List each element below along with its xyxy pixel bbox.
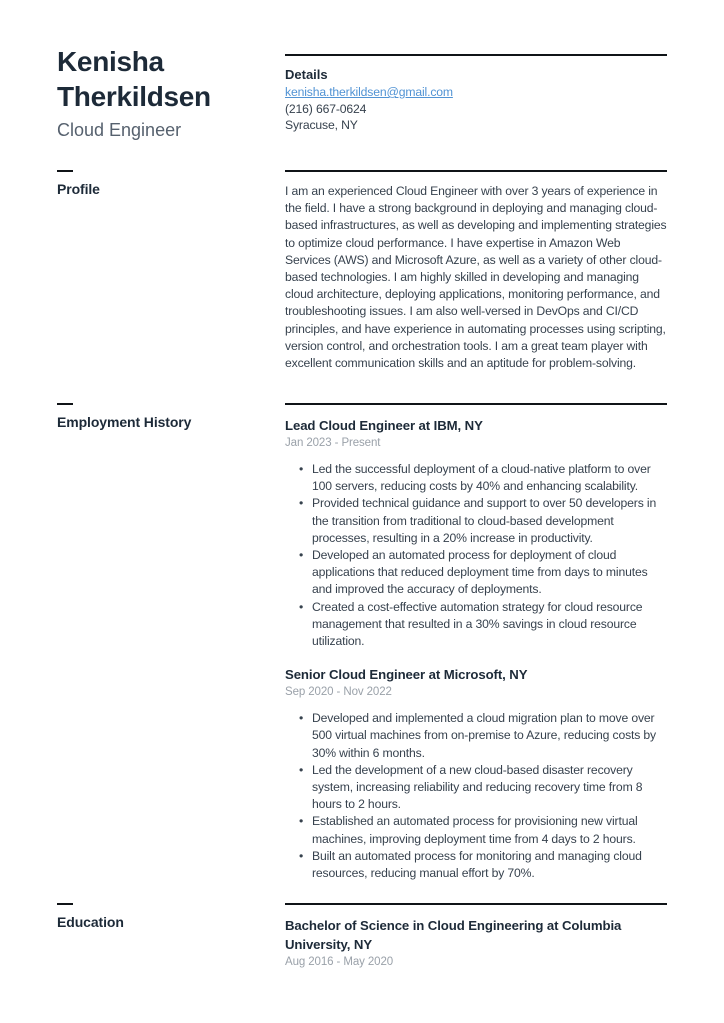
profile-text: I am an experienced Cloud Engineer with over 3 years of experience in the field. I have a strong background in deploying and managing cloud-based infrastructures, as well as developing and implementing strategies to optimize cloud performance. I have expertise in Amazon Web Services (AWS) and Microsoft Azure, as well as a variety of other cloud-based technologies. I am highly skilled in developing and managing cloud architecture, deploying applications, monitoring performance, and troubleshooting issues. I am also well-versed in DevOps and CI/CD principles, and have experience in automating processes using scripting, version control, and orchestration tools. I am a great team player with excellent communication skills and an aptitude for problem-solving. [285, 184, 667, 371]
header-identity [57, 40, 270, 142]
bullet-item: • Led the development of a new cloud-based disaster recovery system, increasing reliability and reducing recovery time from 8 hours to 2 hours. [285, 762, 667, 814]
education-dash [57, 903, 73, 905]
employment-label-block [57, 403, 270, 430]
employment-section [285, 403, 667, 882]
bullet-item: • Led the successful deployment of a cloud-native platform to over 100 servers, reducing costs by 40% and enhancing scalability. [285, 461, 667, 495]
education-section [285, 903, 667, 970]
job-entry [285, 416, 667, 650]
degree-title: Bachelor of Science in Cloud Engineering at Columbia University, NY [285, 918, 622, 952]
profile-label: Profile [57, 181, 100, 197]
bullet-item: • Provided technical guidance and support to over 50 developers in the transition from traditional to cloud-based development processes, resulting in a 20% increase in productivity. [285, 495, 667, 547]
email-link[interactable]: kenisha.therkildsen@gmail.com [285, 85, 453, 99]
employment-dash [57, 403, 73, 405]
job-title: Senior Cloud Engineer at Microsoft, NY [285, 667, 528, 683]
bullet-item: • Developed an automated process for deployment of cloud applications that reduced deployment time from days to minutes and improved the accuracy of deployments. [285, 547, 667, 599]
job-dates: Jan 2023 - Present [285, 437, 381, 449]
job-dates: Sep 2020 - Nov 2022 [285, 686, 392, 699]
education-dates: Aug 2016 - May 2020 [285, 956, 394, 968]
job-title: Lead Cloud Engineer at IBM, NY [285, 418, 483, 433]
employment-label: Employment History [57, 414, 192, 430]
employment-rule [285, 403, 667, 405]
bullet-item: • Established an automated process for provisioning new virtual machines, improving deployment time from 4 days to 2 hours. [285, 813, 667, 847]
education-rule [285, 903, 667, 905]
details-section [285, 54, 667, 134]
details-rule [285, 54, 667, 56]
profile-section [285, 170, 667, 372]
phone-number: (216) 667-0624 [285, 101, 367, 116]
email-row [285, 84, 667, 101]
contact-group [285, 84, 667, 134]
person-title: Cloud Engineer [57, 120, 182, 140]
education-label-block [57, 903, 270, 930]
bullet-item: • Created a cost-effective automation strategy for cloud resource management that resulted in a 30% savings in cloud resource utilization. [285, 599, 667, 651]
person-name: Kenisha Therkildsen [57, 46, 211, 112]
job-bullets [285, 461, 667, 650]
location-text: Syracuse, NY [285, 118, 358, 132]
profile-rule [285, 170, 667, 172]
bullet-item: • Built an automated process for monitoring and managing cloud resources, reducing manual effort by 70%. [285, 848, 667, 882]
profile-label-block [57, 170, 270, 197]
details-heading: Details [285, 67, 328, 82]
job-bullets [285, 710, 667, 882]
job-entry [285, 665, 667, 882]
bullet-item: • Developed and implemented a cloud migration plan to move over 500 virtual machines from on-premise to Azure, reducing costs by 30% within 6 months. [285, 710, 667, 762]
profile-dash [57, 170, 73, 172]
education-label: Education [57, 914, 124, 930]
